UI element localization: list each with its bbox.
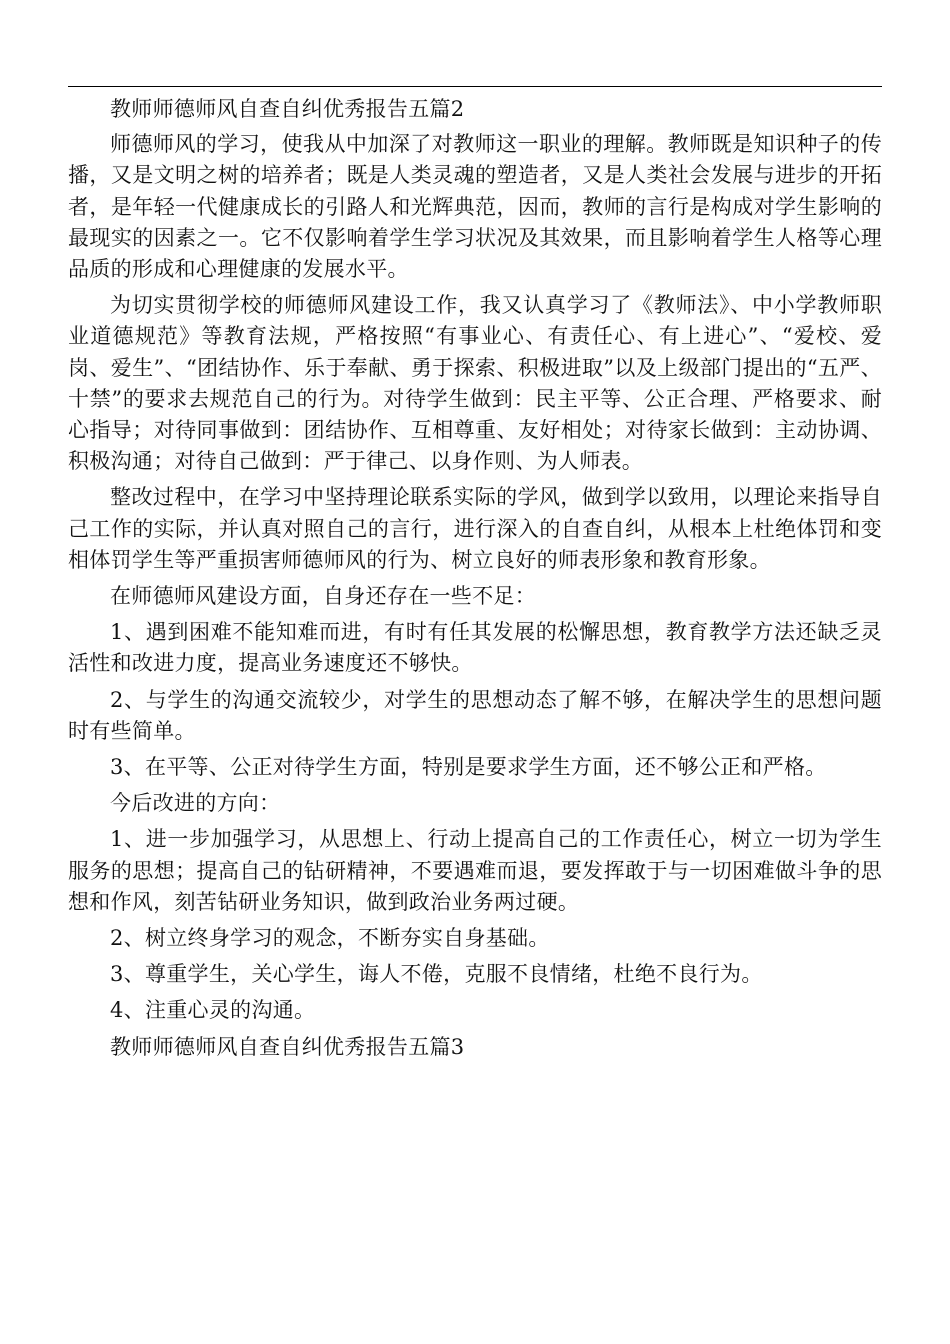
header-rule: [68, 86, 882, 87]
body-paragraph: 在师德师风建设方面，自身还存在一些不足：: [110, 584, 536, 609]
body-paragraph: 师德师风的学习，使我从中加深了对教师这一职业的理解。教师既是知识种子的传播，又是文明之树的培养者；既是人类灵魂的塑造者，又是人类社会发展与进步的开拓者，是年轻一代健康成长的引路人和光辉典范，因而，教师的言行是构成对学生影响的最现实的因素之一。它不仅影响着学生学习状况及其效果，而且影响着学生人格等心理品质的形成和心理健康的发展水平。: [68, 132, 882, 282]
list-item: 2、树立终身学习的观念，不断夯实自身基础。: [110, 926, 550, 951]
list-item: 3、尊重学生，关心学生，诲人不倦，克服不良情绪，杜绝不良行为。: [110, 962, 763, 987]
document-body: [68, 94, 882, 1067]
body-paragraph: 整改过程中，在学习中坚持理论联系实际的学风，做到学以致用，以理论来指导自己工作的实际，并认真对照自己的言行，进行深入的自查自纠，从根本上杜绝体罚和变相体罚学生等严重损害师德师风的行为、树立良好的师表形象和教育形象。: [68, 485, 882, 572]
section-heading: 教师师德师风自查自纠优秀报告五篇3: [110, 1034, 465, 1059]
list-item: 3、在平等、公正对待学生方面，特别是要求学生方面，还不够公正和严格。: [110, 755, 827, 780]
list-item: 2、与学生的沟通交流较少，对学生的思想动态了解不够，在解决学生的思想问题时有些简单。: [68, 687, 882, 743]
section-heading: 教师师德师风自查自纠优秀报告五篇2: [110, 97, 465, 121]
body-paragraph: 为切实贯彻学校的师德师风建设工作，我又认真学习了《教师法》、中小学教师职业道德规范》等教育法规，严格按照“有事业心、有责任心、有上进心”、“爱校、爱岗、爱生”、“团结协作、乐于奉献、勇于探索、积极进取”以及上级部门提出的“五严、十禁”的要求去规范自己的行为。对待学生做到：民主平等、公正合理、严格要求、耐心指导；对待同事做到：团结协作、互相尊重、友好相处；对待家长做到：主动协调、积极沟通；对待自己做到：严于律己、以身作则、为人师表。: [68, 293, 882, 474]
body-paragraph: 今后改进的方向：: [110, 791, 281, 816]
list-item: 4、注重心灵的沟通。: [110, 998, 316, 1023]
list-item: 1、进一步加强学习，从思想上、行动上提高自己的工作责任心，树立一切为学生服务的思想；提高自己的钻研精神，不要遇难而退，要发挥敢于与一切困难做斗争的思想和作风，刻苦钻研业务知识，做到政治业务两过硬。: [68, 827, 882, 914]
list-item: 1、遇到困难不能知难而进，有时有任其发展的松懈思想，教育教学方法还缺乏灵活性和改进力度，提高业务速度还不够快。: [68, 620, 882, 676]
